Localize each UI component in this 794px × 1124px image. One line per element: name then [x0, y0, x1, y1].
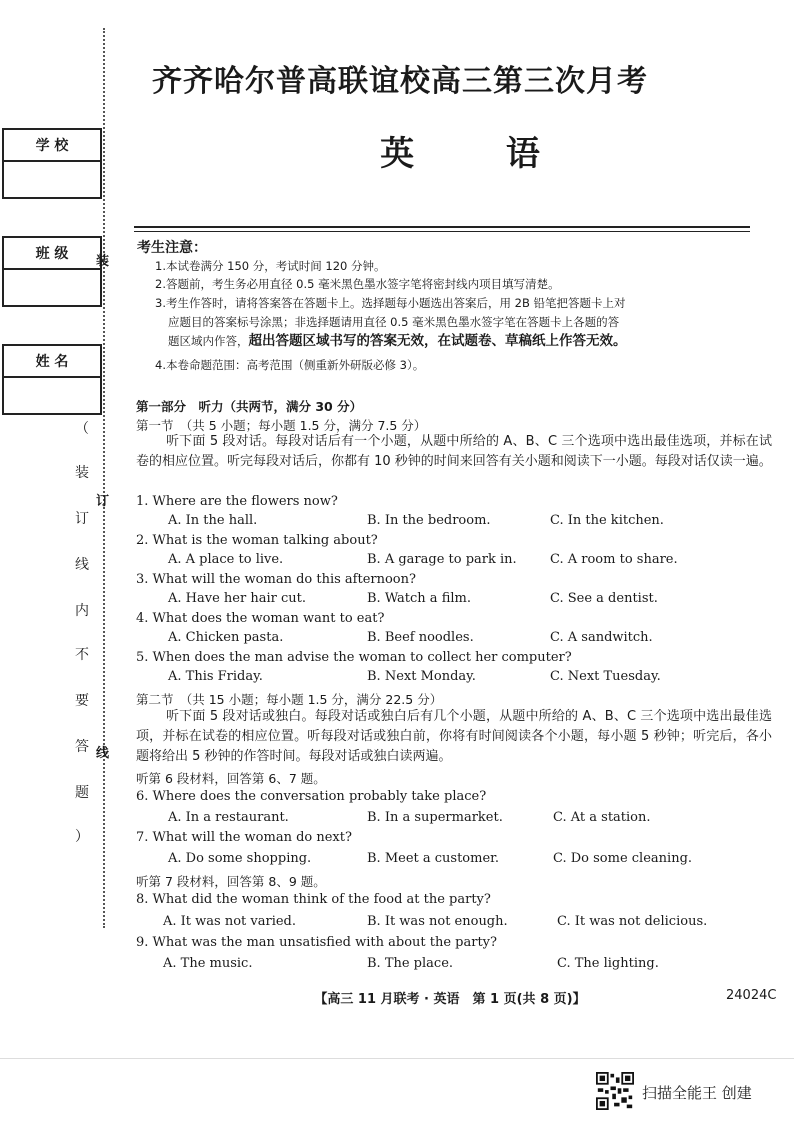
school-field-box[interactable]: [2, 128, 102, 199]
vertical-char: （: [75, 421, 89, 437]
notice-item: 4.本卷命题范围：高考范围（侧重新外研版必修 3）。: [155, 358, 425, 372]
material-7-instruction: 听第 7 段材料，回答第 8、9 题。: [136, 874, 326, 889]
notice-item-prefix: 题区域内作答，: [168, 334, 249, 348]
option-2a[interactable]: A. A place to live.: [168, 552, 284, 567]
vertical-char: 不: [75, 647, 89, 663]
option-3a[interactable]: A. Have her hair cut.: [168, 591, 306, 606]
name-blank[interactable]: [4, 378, 100, 413]
option-7b[interactable]: B. Meet a customer.: [367, 851, 500, 866]
school-label: 学 校: [4, 130, 100, 162]
question-6: 6. Where does the conversation probably take place?: [136, 789, 487, 804]
name-field-box[interactable]: [2, 344, 102, 415]
vertical-char: 题: [75, 785, 89, 801]
option-1c[interactable]: C. In the kitchen.: [550, 513, 664, 528]
option-9a[interactable]: A. The music.: [163, 956, 253, 971]
zhuang-mark: 装: [96, 254, 110, 269]
option-9b[interactable]: B. The place.: [367, 956, 454, 971]
section2-instructions: 听下面 5 段对话或独白。每段对话或独白后有几个小题，从题中所给的 A、B、C 三个选项中选出最佳选项，并标在试卷的相应位置。听每段对话或独白前，你将有时间阅读各个小题，每小题 5 秒钟；听完后，各小题将给出 5 秒钟的作答时间。每段对话或独白读两遍。: [136, 709, 772, 764]
exam-subject: 英 语: [380, 134, 580, 174]
notice-item: 应题目的答案标号涂黑；非选择题请用直径 0.5 毫米黑色墨水签字笔在答题卡上各题的答: [168, 315, 620, 329]
vertical-char: 内: [75, 603, 89, 619]
option-5c[interactable]: C. Next Tuesday.: [550, 669, 661, 684]
class-label: 班 级: [4, 238, 100, 270]
section1-heading: 第一节 （共 5 小题；每小题 1.5 分，满分 7.5 分）: [136, 418, 427, 433]
vertical-char: 要: [75, 693, 89, 709]
option-4a[interactable]: A. Chicken pasta.: [168, 630, 284, 645]
option-8c[interactable]: C. It was not delicious.: [557, 914, 708, 929]
question-1: 1. Where are the flowers now?: [136, 494, 338, 509]
option-7c[interactable]: C. Do some cleaning.: [553, 851, 693, 866]
header-rule-thin: [134, 231, 750, 232]
option-3b[interactable]: B. Watch a film.: [367, 591, 471, 606]
notice-item: 2.答题前，考生务必用直径 0.5 毫米黑色墨水签字笔将密封线内项目填写清楚。: [155, 277, 560, 291]
option-6c[interactable]: C. At a station.: [553, 810, 651, 825]
vertical-char: 线: [75, 557, 89, 573]
option-5a[interactable]: A. This Friday.: [168, 669, 263, 684]
material-6-instruction: 听第 6 段材料，回答第 6、7 题。: [136, 771, 326, 786]
option-2b[interactable]: B. A garage to park in.: [367, 552, 517, 567]
question-9: 9. What was the man unsatisfied with about the party?: [136, 935, 497, 950]
option-8a[interactable]: A. It was not varied.: [163, 914, 296, 929]
notice-title: 考生注意：: [137, 240, 207, 256]
header-rule: [134, 226, 750, 228]
class-blank[interactable]: [4, 270, 100, 305]
notice-item-emphasis: 超出答题区域书写的答案无效，在试题卷、草稿纸上作答无效。: [248, 333, 627, 349]
exam-code: 24024C: [726, 988, 777, 1003]
vertical-char: 装: [75, 465, 89, 481]
option-1a[interactable]: A. In the hall.: [168, 513, 258, 528]
vertical-char: ）: [75, 829, 89, 845]
question-4: 4. What does the woman want to eat?: [136, 611, 385, 626]
option-7a[interactable]: A. Do some shopping.: [168, 851, 312, 866]
option-9c[interactable]: C. The lighting.: [557, 956, 659, 971]
section2-heading: 第二节 （共 15 小题；每小题 1.5 分，满分 22.5 分）: [136, 692, 443, 707]
qr-code-icon: [596, 1072, 634, 1110]
option-1b[interactable]: B. In the bedroom.: [367, 513, 491, 528]
question-5: 5. When does the man advise the woman to collect her computer?: [136, 650, 572, 665]
option-4c[interactable]: C. A sandwitch.: [550, 630, 653, 645]
watermark-text: 扫描全能王 创建: [642, 1084, 752, 1102]
notice-item: 3.考生作答时，请将答案答在答题卡上。选择题每小题选出答案后，用 2B 铅笔把答题卡上对: [155, 296, 626, 310]
page-footer: 【高三 11 月联考 · 英语 第 1 页(共 8 页)】: [314, 992, 586, 1007]
question-8: 8. What did the woman think of the food at the party?: [136, 892, 491, 907]
xian-mark: 线: [96, 746, 110, 761]
part1-heading: 第一部分 听力（共两节，满分 30 分）: [136, 399, 363, 414]
name-label: 姓 名: [4, 346, 100, 378]
option-5b[interactable]: B. Next Monday.: [367, 669, 476, 684]
vertical-char: 订: [75, 511, 89, 527]
exam-title: 齐齐哈尔普高联谊校高三第三次月考: [152, 64, 648, 99]
ding-mark: 订: [96, 494, 110, 509]
vertical-char: 答: [75, 739, 89, 755]
class-field-box[interactable]: [2, 236, 102, 307]
notice-item: 1.本试卷满分 150 分，考试时间 120 分钟。: [155, 259, 386, 273]
option-8b[interactable]: B. It was not enough.: [367, 914, 508, 929]
notice-item-line: [168, 333, 768, 350]
question-7: 7. What will the woman do next?: [136, 830, 352, 845]
option-2c[interactable]: C. A room to share.: [550, 552, 678, 567]
option-3c[interactable]: C. See a dentist.: [550, 591, 658, 606]
binding-dashed-line: [103, 28, 105, 928]
option-4b[interactable]: B. Beef noodles.: [367, 630, 474, 645]
question-2: 2. What is the woman talking about?: [136, 533, 378, 548]
section1-instructions: 听下面 5 段对话。每段对话后有一个小题，从题中所给的 A、B、C 三个选项中选出最佳选项，并标在试卷的相应位置。听完每段对话后，你都有 10 秒钟的时间来回答有关小题和阅读下一小题。每段对话仅读一遍。: [136, 434, 772, 469]
option-6b[interactable]: B. In a supermarket.: [367, 810, 503, 825]
watermark-divider: [0, 1058, 794, 1059]
school-blank[interactable]: [4, 162, 100, 197]
question-3: 3. What will the woman do this afternoon?: [136, 572, 416, 587]
option-6a[interactable]: A. In a restaurant.: [168, 810, 289, 825]
